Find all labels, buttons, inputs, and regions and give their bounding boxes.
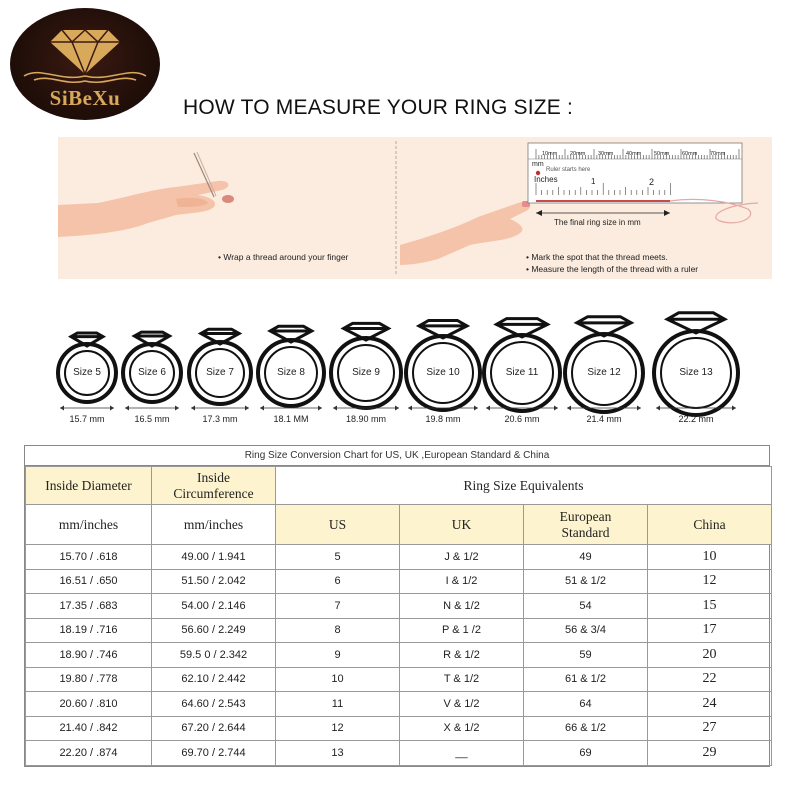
table-cell: 21.40 / .842 xyxy=(26,716,152,741)
table-cell: 51.50 / 2.042 xyxy=(152,569,276,594)
table-cell: 27 xyxy=(648,716,772,741)
ring-measurement: 18.90 mm xyxy=(345,414,387,424)
ruler-mm-tick: 40mm xyxy=(626,151,642,157)
header-unit-diameter: mm/inches xyxy=(26,505,152,545)
ruler-mm-tick: 10mm xyxy=(542,151,558,157)
table-cell: 64 xyxy=(524,692,648,717)
table-cell: 20.60 / .810 xyxy=(26,692,152,717)
table-cell: 7 xyxy=(276,594,400,619)
table-cell: 69.70 / 2.744 xyxy=(152,741,276,766)
table-row xyxy=(26,618,772,643)
table-cell: 19.80 / .778 xyxy=(26,667,152,692)
table-cell: 22.20 / .874 xyxy=(26,741,152,766)
table-cell: 59.5 0 / 2.342 xyxy=(152,643,276,668)
ring-size-illustrations xyxy=(0,290,800,430)
table-cell: 10 xyxy=(648,545,772,570)
table-cell: 9 xyxy=(276,643,400,668)
header-european-line1: European xyxy=(559,508,612,524)
step-measure-length: • Measure the length of the thread with a ruler xyxy=(526,264,699,274)
ruler-mm-tick: 70mm xyxy=(710,151,726,157)
table-cell: 64.60 / 2.543 xyxy=(152,692,276,717)
hand-right-illustration xyxy=(400,201,530,265)
table-cell: 12 xyxy=(276,716,400,741)
table-row xyxy=(26,667,772,692)
table-cell: 15.70 / .618 xyxy=(26,545,152,570)
table-row xyxy=(26,643,772,668)
ring-measurement: 15.7 mm xyxy=(69,414,105,424)
hand-left-illustration xyxy=(58,152,234,237)
ring-graphics xyxy=(0,290,800,430)
table-cell: 67.20 / 2.644 xyxy=(152,716,276,741)
ring-size-label: Size 5 xyxy=(73,367,101,378)
table-cell: 18.19 / .716 xyxy=(26,618,152,643)
table-cell: N & 1/2 xyxy=(400,594,524,619)
table-caption: Ring Size Conversion Chart for US, UK ,European Standard & China xyxy=(25,446,769,466)
ring-measurement: 17.3 mm xyxy=(202,414,238,424)
table-cell: X & 1/2 xyxy=(400,716,524,741)
table-cell: 49.00 / 1.941 xyxy=(152,545,276,570)
table-cell: P & 1 /2 xyxy=(400,618,524,643)
table-cell: 54 xyxy=(524,594,648,619)
table-cell: 24 xyxy=(648,692,772,717)
ring-measurement: 22.2 mm xyxy=(678,414,714,424)
header-uk: UK xyxy=(400,505,524,545)
ring-size-label: Size 9 xyxy=(352,367,380,378)
page-title: HOW TO MEASURE YOUR RING SIZE : xyxy=(183,96,574,119)
table-cell: 15 xyxy=(648,594,772,619)
table-cell: 51 & 1/2 xyxy=(524,569,648,594)
table-cell: I & 1/2 xyxy=(400,569,524,594)
ring-11 xyxy=(484,319,560,411)
table-cell: 29 xyxy=(648,741,772,766)
header-european-line2: Standard xyxy=(561,524,610,540)
brand-name: SiBeXu xyxy=(49,86,121,110)
ring-measurement: 16.5 mm xyxy=(134,414,170,424)
ring-size-label: Size 6 xyxy=(138,367,166,378)
table-row xyxy=(26,692,772,717)
header-inside-circumference-line1: Inside xyxy=(197,469,230,485)
table-cell: 11 xyxy=(276,692,400,717)
ring-13 xyxy=(654,313,738,415)
ruler-mm-label: mm xyxy=(532,161,544,168)
ruler-final-note: The final ring size in mm xyxy=(554,218,641,227)
ring-size-label: Size 13 xyxy=(679,367,713,378)
ruler-inch-tick-1: 1 xyxy=(591,177,596,186)
step-wrap-thread: • Wrap a thread around your finger xyxy=(218,252,349,262)
ruler-mm-tick: 30mm xyxy=(598,151,614,157)
step-mark-spot: • Mark the spot that the thread meets. xyxy=(526,252,668,262)
table-cell: 17 xyxy=(648,618,772,643)
ring-12 xyxy=(565,317,643,412)
ring-size-label: Size 10 xyxy=(426,367,460,378)
table-cell: 61 & 1/2 xyxy=(524,667,648,692)
table-cell: 8 xyxy=(276,618,400,643)
ring-size-label: Size 12 xyxy=(587,367,621,378)
ring-size-label: Size 7 xyxy=(206,367,234,378)
ruler-mm-tick: 20mm xyxy=(570,151,586,157)
header-inside-circumference-line2: Circumference xyxy=(173,485,254,501)
table-row xyxy=(26,569,772,594)
table-cell: 17.35 / .683 xyxy=(26,594,152,619)
ring-measurement: 19.8 mm xyxy=(425,414,461,424)
table-cell: 10 xyxy=(276,667,400,692)
ruler-start-note: Ruler starts here xyxy=(546,167,591,173)
table-row xyxy=(26,545,772,570)
table-cell: 5 xyxy=(276,545,400,570)
table-cell: 56.60 / 2.249 xyxy=(152,618,276,643)
table-cell: 13 xyxy=(276,741,400,766)
table-cell: 6 xyxy=(276,569,400,594)
table-cell: 69 xyxy=(524,741,648,766)
brand-logo xyxy=(10,8,160,120)
table-cell: 62.10 / 2.442 xyxy=(152,667,276,692)
ruler-inches-label: Inches xyxy=(534,175,558,184)
table-cell: 66 & 1/2 xyxy=(524,716,648,741)
table-cell: __ xyxy=(400,741,524,766)
ruler-mm-tick: 50mm xyxy=(654,151,670,157)
header-inside-circumference xyxy=(152,467,276,505)
table-cell: J & 1/2 xyxy=(400,545,524,570)
ring-measurement: 21.4 mm xyxy=(586,414,622,424)
header-china: China xyxy=(648,505,772,545)
table-row xyxy=(26,594,772,619)
ring-measurement: 18.1 MM xyxy=(273,414,309,424)
header-european-standard xyxy=(524,505,648,545)
ring-measurement: 20.6 mm xyxy=(504,414,540,424)
ring-10 xyxy=(406,321,480,411)
table-cell: 22 xyxy=(648,667,772,692)
table-cell: V & 1/2 xyxy=(400,692,524,717)
header-us: US xyxy=(276,505,400,545)
table-cell: 54.00 / 2.146 xyxy=(152,594,276,619)
ring-size-conversion-table xyxy=(24,445,770,767)
table-cell: 56 & 3/4 xyxy=(524,618,648,643)
table-cell: 49 xyxy=(524,545,648,570)
table-cell: 12 xyxy=(648,569,772,594)
table-cell: T & 1/2 xyxy=(400,667,524,692)
ring-size-label: Size 11 xyxy=(505,367,539,378)
header-unit-circumference: mm/inches xyxy=(152,505,276,545)
table-row xyxy=(26,716,772,741)
instruction-panel xyxy=(58,137,772,279)
ring-size-label: Size 8 xyxy=(277,367,305,378)
ruler-mm-tick: 60mm xyxy=(682,151,698,157)
table-cell: 18.90 / .746 xyxy=(26,643,152,668)
ruler-inch-tick-2: 2 xyxy=(649,177,655,187)
table-cell: R & 1/2 xyxy=(400,643,524,668)
table-cell: 16.51 / .650 xyxy=(26,569,152,594)
header-inside-diameter: Inside Diameter xyxy=(26,467,152,505)
header-ring-size-equivalents: Ring Size Equivalents xyxy=(276,467,772,505)
table-cell: 20 xyxy=(648,643,772,668)
table-cell: 59 xyxy=(524,643,648,668)
table-row xyxy=(26,741,772,766)
